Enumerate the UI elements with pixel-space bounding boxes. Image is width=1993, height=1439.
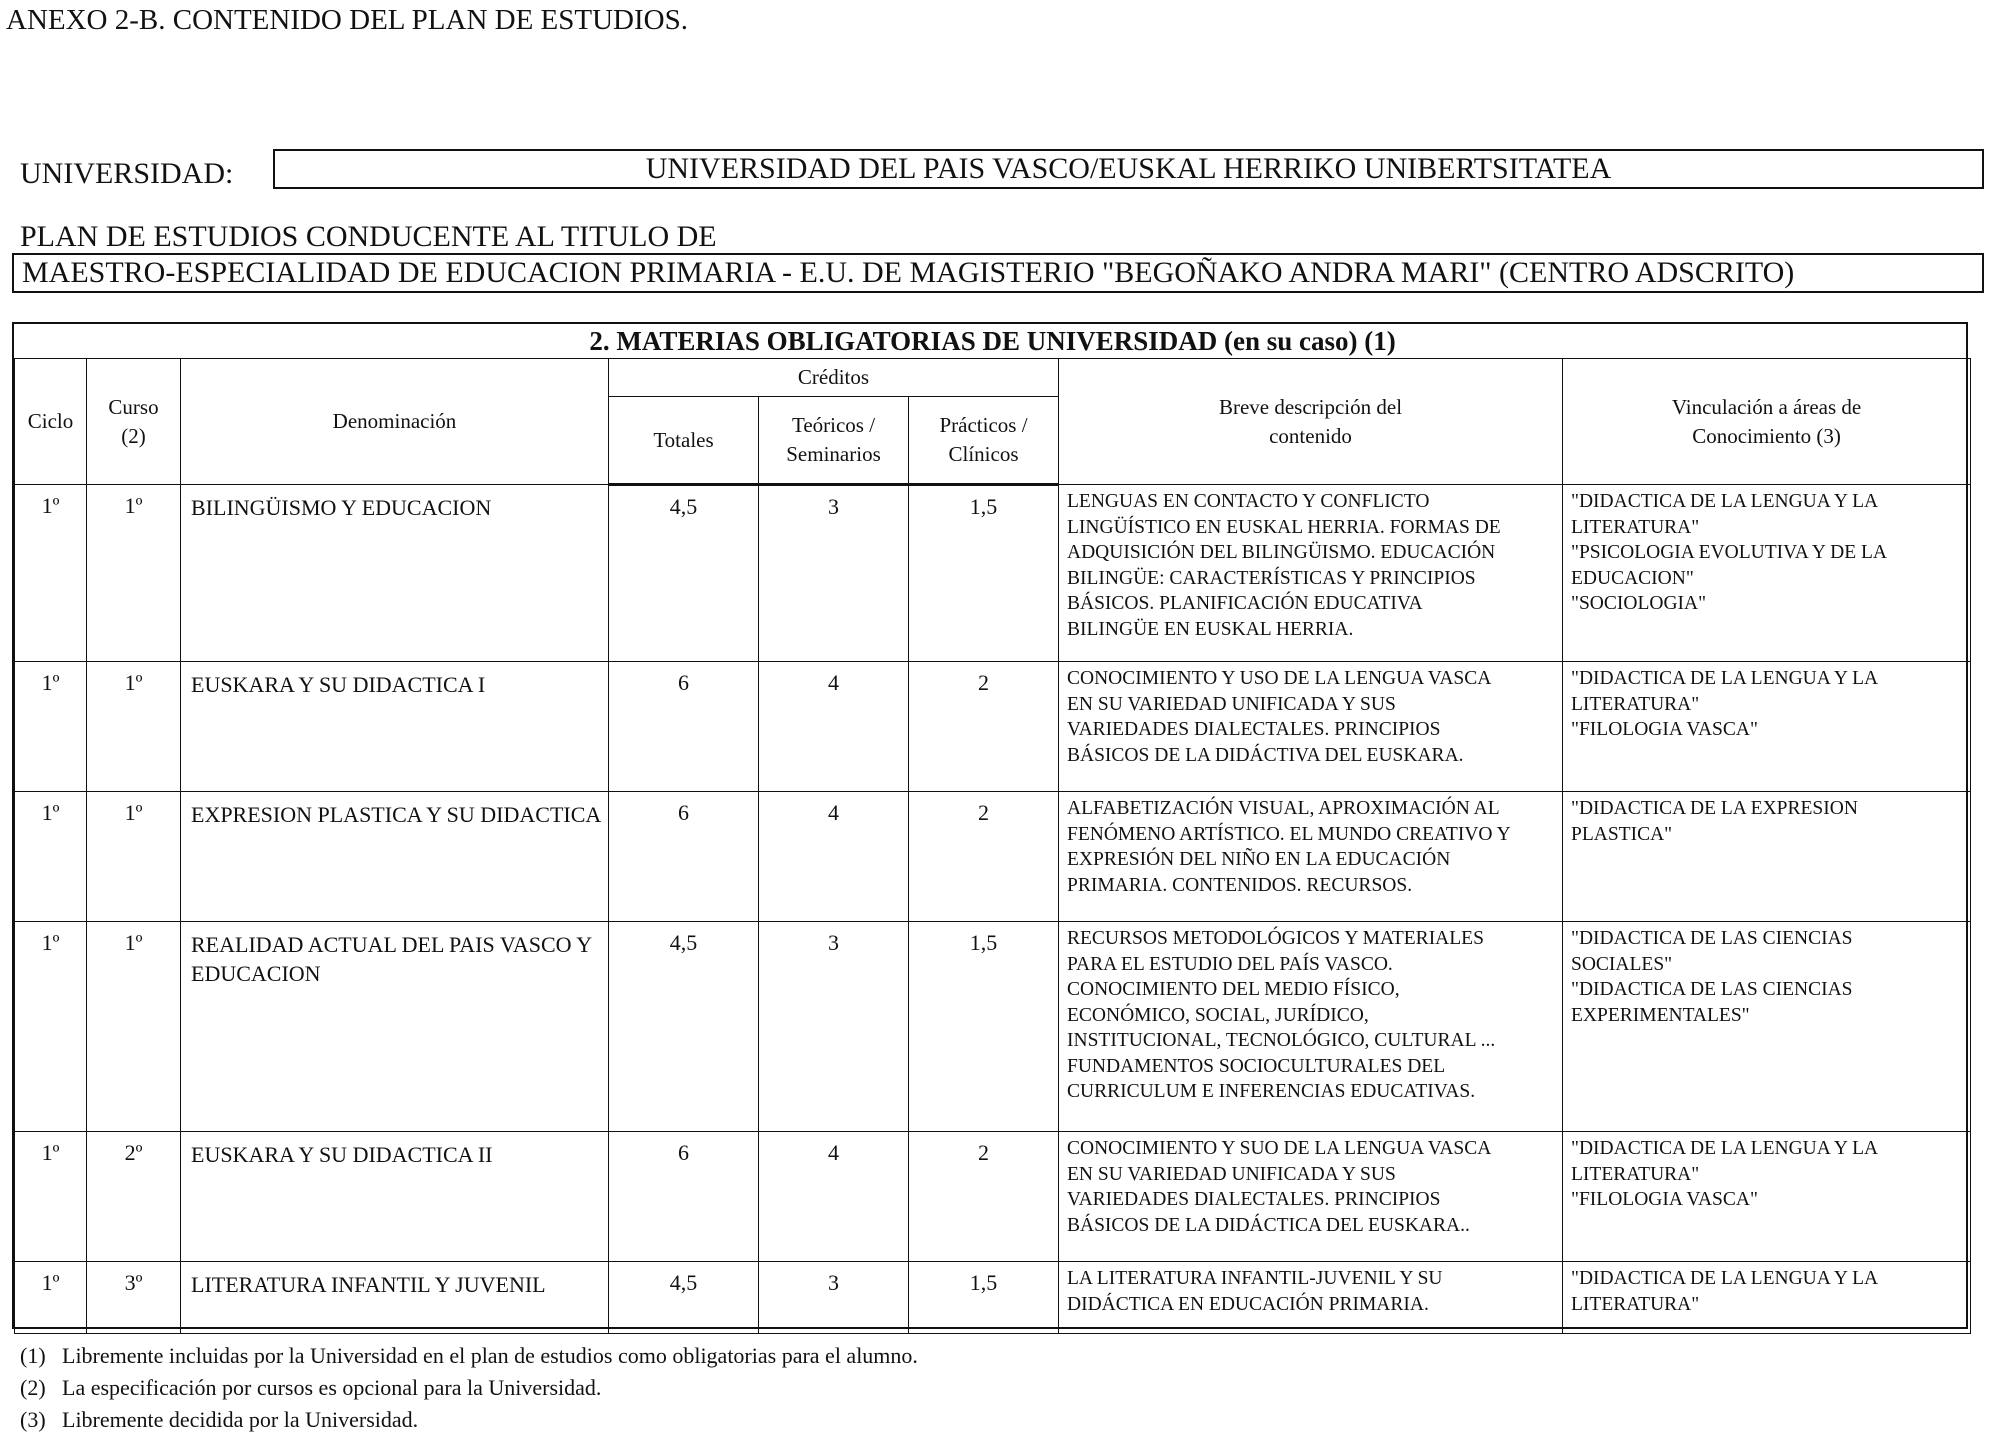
- header-teoricos: Teóricos / Seminarios: [759, 397, 909, 485]
- ciclo-cell: 1º: [15, 662, 87, 792]
- practicos-cell: 2: [909, 662, 1059, 792]
- descripcion-line: PARA EL ESTUDIO DEL PAÍS VASCO.: [1067, 953, 1393, 975]
- footnote-text: Libremente incluidas por la Universidad en el plan de estudios como obligatorias para el alumno.: [62, 1343, 918, 1368]
- descripcion-line: CONOCIMIENTO Y USO DE LA LENGUA VASCA: [1067, 668, 1492, 689]
- subjects-table: [14, 324, 1971, 1334]
- teoricos-cell: 4: [759, 792, 909, 922]
- vinculacion-line: "DIDACTICA DE LAS CIENCIAS: [1571, 928, 1853, 949]
- vinculacion-line: "DIDACTICA DE LA LENGUA Y LA: [1571, 491, 1879, 512]
- descripcion-line: LINGÜÍSTICO EN EUSKAL HERRIA. FORMAS DE: [1067, 516, 1501, 538]
- vinculacion-line: LITERATURA": [1571, 1163, 1700, 1185]
- ciclo-cell: 1º: [15, 1132, 87, 1262]
- table-row: [15, 792, 1971, 922]
- vinculacion-line: EDUCACION": [1571, 567, 1694, 589]
- practicos-cell: 1,5: [909, 485, 1059, 662]
- table-row: [15, 1132, 1971, 1262]
- vinculacion-cell: [1563, 1262, 1971, 1334]
- vinculacion-line: "DIDACTICA DE LAS CIENCIAS: [1571, 979, 1853, 1000]
- footnote-text: Libremente decidida por la Universidad.: [62, 1407, 419, 1432]
- vinculacion-line: SOCIALES": [1571, 953, 1673, 975]
- descripcion-cell: [1059, 922, 1563, 1132]
- plan-label: PLAN DE ESTUDIOS CONDUCENTE AL TITULO DE: [20, 220, 717, 253]
- teoricos-cell: 4: [759, 1132, 909, 1262]
- descripcion-line: VARIEDADES DIALECTALES. PRINCIPIOS: [1067, 719, 1441, 740]
- table-body: [15, 485, 1971, 1334]
- subjects-table-frame: [12, 322, 1968, 1329]
- descripcion-line: FUNDAMENTOS SOCIOCULTURALES DEL: [1067, 1055, 1446, 1077]
- footnote: [20, 1340, 918, 1372]
- ciclo-cell: 1º: [15, 485, 87, 662]
- ciclo-cell: 1º: [15, 1262, 87, 1334]
- teoricos-cell: 3: [759, 1262, 909, 1334]
- ciclo-cell: 1º: [15, 922, 87, 1132]
- vinculacion-line: PLASTICA": [1571, 823, 1673, 845]
- header-ciclo: Ciclo: [15, 359, 87, 485]
- table-row: [15, 485, 1971, 662]
- vinculacion-cell: [1563, 1132, 1971, 1262]
- denominacion-cell: EXPRESION PLASTICA Y SU DIDACTICA: [181, 792, 609, 922]
- descripcion-line: LA LITERATURA INFANTIL-JUVENIL Y SU: [1067, 1268, 1443, 1289]
- curso-cell: 1º: [87, 485, 181, 662]
- denominacion-cell: LITERATURA INFANTIL Y JUVENIL: [181, 1262, 609, 1334]
- teoricos-cell: 4: [759, 662, 909, 792]
- vinculacion-cell: [1563, 662, 1971, 792]
- denominacion-cell: EUSKARA Y SU DIDACTICA II: [181, 1132, 609, 1262]
- curso-cell: 1º: [87, 792, 181, 922]
- vinculacion-line: LITERATURA": [1571, 1293, 1700, 1315]
- vinculacion-cell: [1563, 922, 1971, 1132]
- descripcion-line: BÁSICOS. PLANIFICACIÓN EDUCATIVA: [1067, 593, 1423, 614]
- vinculacion-line: "DIDACTICA DE LA LENGUA Y LA: [1571, 668, 1879, 689]
- descripcion-cell: [1059, 1132, 1563, 1262]
- descripcion-line: BILINGÜE: CARACTERÍSTICAS Y PRINCIPIOS: [1067, 567, 1476, 589]
- vinculacion-cell: [1563, 792, 1971, 922]
- curso-cell: 1º: [87, 662, 181, 792]
- vinculacion-line: LITERATURA": [1571, 693, 1700, 715]
- section-title: 2. MATERIAS OBLIGATORIAS DE UNIVERSIDAD (en su caso) (1): [15, 324, 1971, 359]
- descripcion-line: INSTITUCIONAL, TECNOLÓGICO, CULTURAL ...: [1067, 1030, 1496, 1051]
- vinculacion-line: "DIDACTICA DE LA EXPRESION: [1571, 798, 1858, 819]
- vinculacion-line: "SOCIOLOGIA": [1571, 593, 1707, 614]
- practicos-cell: 2: [909, 792, 1059, 922]
- descripcion-line: LENGUAS EN CONTACTO Y CONFLICTO: [1067, 491, 1430, 512]
- descripcion-line: FENÓMENO ARTÍSTICO. EL MUNDO CREATIVO Y: [1067, 823, 1511, 845]
- vinculacion-line: "FILOLOGIA VASCA": [1571, 1189, 1758, 1210]
- vinculacion-line: "DIDACTICA DE LA LENGUA Y LA: [1571, 1268, 1879, 1289]
- vinculacion-line: "PSICOLOGIA EVOLUTIVA Y DE LA: [1571, 542, 1887, 563]
- curso-cell: 3º: [87, 1262, 181, 1334]
- descripcion-line: BÁSICOS DE LA DIDÁCTICA DEL EUSKARA..: [1067, 1214, 1470, 1236]
- descripcion-cell: [1059, 1262, 1563, 1334]
- descripcion-line: BÁSICOS DE LA DIDÁCTIVA DEL EUSKARA.: [1067, 744, 1464, 766]
- curso-cell: 1º: [87, 922, 181, 1132]
- descripcion-line: CURRICULUM E INFERENCIAS EDUCATIVAS.: [1067, 1081, 1476, 1102]
- descripcion-line: ADQUISICIÓN DEL BILINGÜISMO. EDUCACIÓN: [1067, 542, 1496, 563]
- header-totales: Totales: [609, 397, 759, 485]
- header-practicos: Prácticos / Clínicos: [909, 397, 1059, 485]
- footnote-number: (1): [20, 1343, 46, 1368]
- descripcion-line: RECURSOS METODOLÓGICOS Y MATERIALES: [1067, 928, 1484, 949]
- practicos-cell: 2: [909, 1132, 1059, 1262]
- descripcion-line: EN SU VARIEDAD UNIFICADA Y SUS: [1067, 1163, 1396, 1185]
- descripcion-line: ALFABETIZACIÓN VISUAL, APROXIMACIÓN AL: [1067, 798, 1500, 819]
- denominacion-cell: REALIDAD ACTUAL DEL PAIS VASCO Y EDUCACION: [181, 922, 609, 1132]
- practicos-cell: 1,5: [909, 922, 1059, 1132]
- footnote-number: (3): [20, 1407, 46, 1432]
- university-label: UNIVERSIDAD:: [20, 157, 234, 190]
- table-row: [15, 1262, 1971, 1334]
- descripcion-line: EXPRESIÓN DEL NIÑO EN LA EDUCACIÓN: [1067, 849, 1451, 870]
- teoricos-cell: 3: [759, 485, 909, 662]
- totales-cell: 4,5: [609, 1262, 759, 1334]
- denominacion-cell: EUSKARA Y SU DIDACTICA I: [181, 662, 609, 792]
- descripcion-line: CONOCIMIENTO DEL MEDIO FÍSICO,: [1067, 979, 1400, 1000]
- descripcion-line: ECONÓMICO, SOCIAL, JURÍDICO,: [1067, 1004, 1369, 1026]
- vinculacion-line: EXPERIMENTALES": [1571, 1004, 1750, 1026]
- footnote-text: La especificación por cursos es opcional para la Universidad.: [62, 1375, 602, 1400]
- practicos-cell: 1,5: [909, 1262, 1059, 1334]
- footnote: [20, 1372, 918, 1404]
- descripcion-line: CONOCIMIENTO Y SUO DE LA LENGUA VASCA: [1067, 1138, 1492, 1159]
- table-row: [15, 662, 1971, 792]
- university-value: UNIVERSIDAD DEL PAIS VASCO/EUSKAL HERRIKO UNIBERTSITATEA: [273, 149, 1984, 189]
- descripcion-line: BILINGÜE EN EUSKAL HERRIA.: [1067, 618, 1354, 640]
- header-curso: Curso (2): [87, 359, 181, 485]
- descripcion-line: VARIEDADES DIALECTALES. PRINCIPIOS: [1067, 1189, 1441, 1210]
- header-vinculacion: Vinculación a áreas de Conocimiento (3): [1563, 359, 1971, 485]
- totales-cell: 4,5: [609, 922, 759, 1132]
- vinculacion-line: LITERATURA": [1571, 516, 1700, 538]
- denominacion-cell: BILINGÜISMO Y EDUCACION: [181, 485, 609, 662]
- ciclo-cell: 1º: [15, 792, 87, 922]
- header-descripcion: Breve descripción del contenido: [1059, 359, 1563, 485]
- vinculacion-cell: [1563, 485, 1971, 662]
- table-row: [15, 922, 1971, 1132]
- header-denominacion: Denominación: [181, 359, 609, 485]
- teoricos-cell: 3: [759, 922, 909, 1132]
- annex-title: ANEXO 2-B. CONTENIDO DEL PLAN DE ESTUDIOS.: [6, 4, 688, 36]
- plan-title: MAESTRO-ESPECIALIDAD DE EDUCACION PRIMARIA - E.U. DE MAGISTERIO "BEGOÑAKO ANDRA MARI" (CENTRO ADSCRITO): [12, 253, 1984, 293]
- descripcion-cell: [1059, 792, 1563, 922]
- footnote-number: (2): [20, 1375, 46, 1400]
- footnote: [20, 1404, 918, 1436]
- header-creditos: Créditos: [609, 359, 1059, 397]
- vinculacion-line: "FILOLOGIA VASCA": [1571, 719, 1758, 740]
- descripcion-cell: [1059, 485, 1563, 662]
- vinculacion-line: "DIDACTICA DE LA LENGUA Y LA: [1571, 1138, 1879, 1159]
- totales-cell: 6: [609, 792, 759, 922]
- totales-cell: 6: [609, 662, 759, 792]
- descripcion-line: EN SU VARIEDAD UNIFICADA Y SUS: [1067, 693, 1396, 715]
- descripcion-cell: [1059, 662, 1563, 792]
- footnotes: [20, 1340, 918, 1436]
- totales-cell: 6: [609, 1132, 759, 1262]
- curso-cell: 2º: [87, 1132, 181, 1262]
- descripcion-line: DIDÁCTICA EN EDUCACIÓN PRIMARIA.: [1067, 1293, 1429, 1315]
- descripcion-line: PRIMARIA. CONTENIDOS. RECURSOS.: [1067, 874, 1413, 896]
- totales-cell: 4,5: [609, 485, 759, 662]
